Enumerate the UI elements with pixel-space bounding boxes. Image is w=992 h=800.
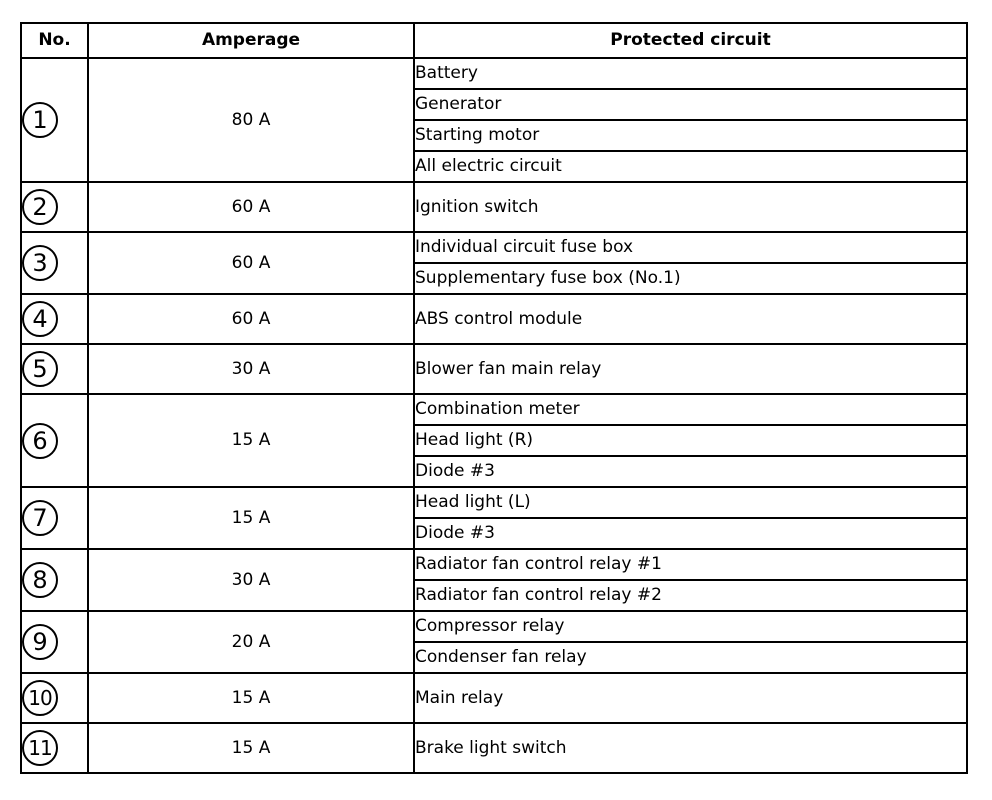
amperage-cell: 60 A xyxy=(88,294,414,344)
fuse-number: 6 xyxy=(22,423,58,459)
table-row xyxy=(21,58,967,89)
amperage-cell: 20 A xyxy=(88,611,414,673)
circuit-cell: Main relay xyxy=(414,673,967,723)
circuit-cell: ABS control module xyxy=(414,294,967,344)
table-row xyxy=(21,487,967,518)
amperage-cell: 60 A xyxy=(88,182,414,232)
fuse-number: 3 xyxy=(22,245,58,281)
fuse-number: 2 xyxy=(22,189,58,225)
fuse-number-cell xyxy=(21,487,88,549)
circuit-cell: Brake light switch xyxy=(414,723,967,773)
circuit-cell: Starting motor xyxy=(414,120,967,151)
circuit-cell: Condenser fan relay xyxy=(414,642,967,673)
table-row xyxy=(21,723,967,773)
fuse-number: 4 xyxy=(22,301,58,337)
circuit-cell: Battery xyxy=(414,58,967,89)
header-amperage: Amperage xyxy=(88,23,414,58)
fuse-number-cell xyxy=(21,294,88,344)
table-row xyxy=(21,344,967,394)
circuit-cell: Supplementary fuse box (No.1) xyxy=(414,263,967,294)
amperage-cell: 30 A xyxy=(88,549,414,611)
amperage-cell: 15 A xyxy=(88,394,414,487)
fuse-number-cell xyxy=(21,611,88,673)
header-no: No. xyxy=(21,23,88,58)
fuse-table-body xyxy=(21,58,967,773)
table-row xyxy=(21,549,967,580)
circuit-cell: Combination meter xyxy=(414,394,967,425)
fuse-number-cell xyxy=(21,182,88,232)
fuse-number: 1 xyxy=(22,102,58,138)
fuse-number: 9 xyxy=(22,624,58,660)
header-protected-circuit: Protected circuit xyxy=(414,23,967,58)
fuse-number: 8 xyxy=(22,562,58,598)
fuse-number-cell xyxy=(21,549,88,611)
circuit-cell: Head light (R) xyxy=(414,425,967,456)
fuse-number: 11 xyxy=(22,730,58,766)
fuse-number-cell xyxy=(21,673,88,723)
amperage-cell: 15 A xyxy=(88,673,414,723)
table-row xyxy=(21,182,967,232)
fuse-number-cell xyxy=(21,58,88,182)
amperage-cell: 15 A xyxy=(88,723,414,773)
circuit-cell: Blower fan main relay xyxy=(414,344,967,394)
amperage-cell: 80 A xyxy=(88,58,414,182)
circuit-cell: All electric circuit xyxy=(414,151,967,182)
amperage-cell: 15 A xyxy=(88,487,414,549)
table-row xyxy=(21,232,967,263)
fuse-number-cell xyxy=(21,344,88,394)
circuit-cell: Individual circuit fuse box xyxy=(414,232,967,263)
fuse-number: 7 xyxy=(22,500,58,536)
amperage-cell: 60 A xyxy=(88,232,414,294)
circuit-cell: Radiator fan control relay #2 xyxy=(414,580,967,611)
table-row xyxy=(21,294,967,344)
table-row xyxy=(21,673,967,723)
circuit-cell: Radiator fan control relay #1 xyxy=(414,549,967,580)
circuit-cell: Head light (L) xyxy=(414,487,967,518)
header-row xyxy=(21,23,967,58)
fuse-table xyxy=(20,22,968,774)
fuse-number-cell xyxy=(21,232,88,294)
circuit-cell: Ignition switch xyxy=(414,182,967,232)
circuit-cell: Compressor relay xyxy=(414,611,967,642)
table-row xyxy=(21,611,967,642)
fuse-number: 10 xyxy=(22,680,58,716)
circuit-cell: Generator xyxy=(414,89,967,120)
circuit-cell: Diode #3 xyxy=(414,518,967,549)
table-row xyxy=(21,394,967,425)
fuse-number-cell xyxy=(21,723,88,773)
fuse-number: 5 xyxy=(22,351,58,387)
fuse-number-cell xyxy=(21,394,88,487)
amperage-cell: 30 A xyxy=(88,344,414,394)
circuit-cell: Diode #3 xyxy=(414,456,967,487)
